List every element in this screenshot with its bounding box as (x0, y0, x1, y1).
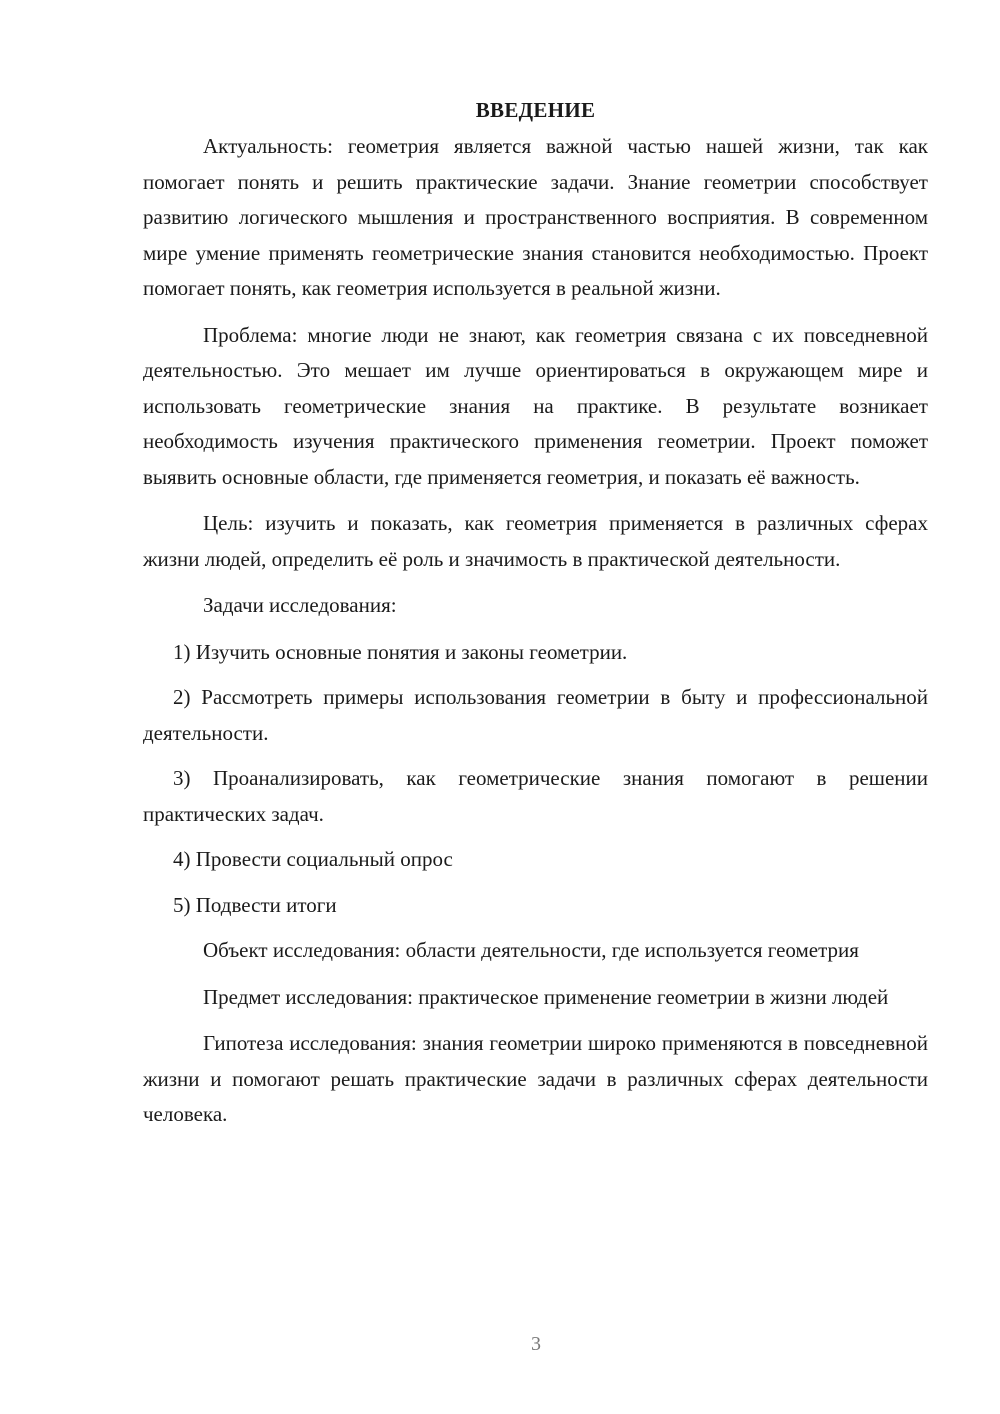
paragraph-hypothesis: Гипотеза исследования: знания геометрии широко применяются в повседневной жизни и помогают решать практические задачи в различных сферах деятельности человека. (143, 1031, 928, 1126)
page-title: ВВЕДЕНИЕ (475, 98, 596, 122)
paragraph-object: Объект исследования: области деятельности, где используется геометрия (203, 938, 859, 962)
tasks-heading: Задачи исследования: (203, 593, 397, 617)
paragraph-relevance: Актуальность: геометрия является важной частью нашей жизни, так как помогает понять и решить практические задачи. Знание геометрии способствует развитию логического мышления и пространственного восприятия. В современном мире умение применять геометрические знания становится необходимостью. Проект помогает понять, как геометрия используется в реальной жизни. (143, 134, 928, 300)
document-page (143, 95, 928, 1144)
list-item: 3) Проанализировать, как геометрические знания помогают в решении практических задач. (143, 766, 928, 826)
list-item: 2) Рассмотреть примеры использования геометрии в быту и профессиональной деятельности. (143, 685, 928, 745)
tasks-list (143, 635, 928, 924)
paragraph-problem: Проблема: многие люди не знают, как геометрия связана с их повседневной деятельностью. Это мешает им лучше ориентироваться в окружающем мире и использовать геометрические знания на практике. В результате возникает необходимость изучения практического применения геометрии. Проект поможет выявить основные области, где применяется геометрия, и показать её важность. (143, 322, 928, 489)
list-item: 1) Изучить основные понятия и законы геометрии. (173, 639, 628, 664)
list-item: 4) Провести социальный опрос (173, 847, 453, 871)
list-item: 5) Подвести итоги (173, 892, 337, 917)
paragraph-goal: Цель: изучить и показать, как геометрия применяется в различных сферах жизни людей, определить её роль и значимость в практической деятельности. (143, 511, 928, 571)
page-number: 3 (531, 1333, 541, 1355)
paragraph-subject: Предмет исследования: практическое применение геометрии в жизни людей (203, 984, 889, 1009)
